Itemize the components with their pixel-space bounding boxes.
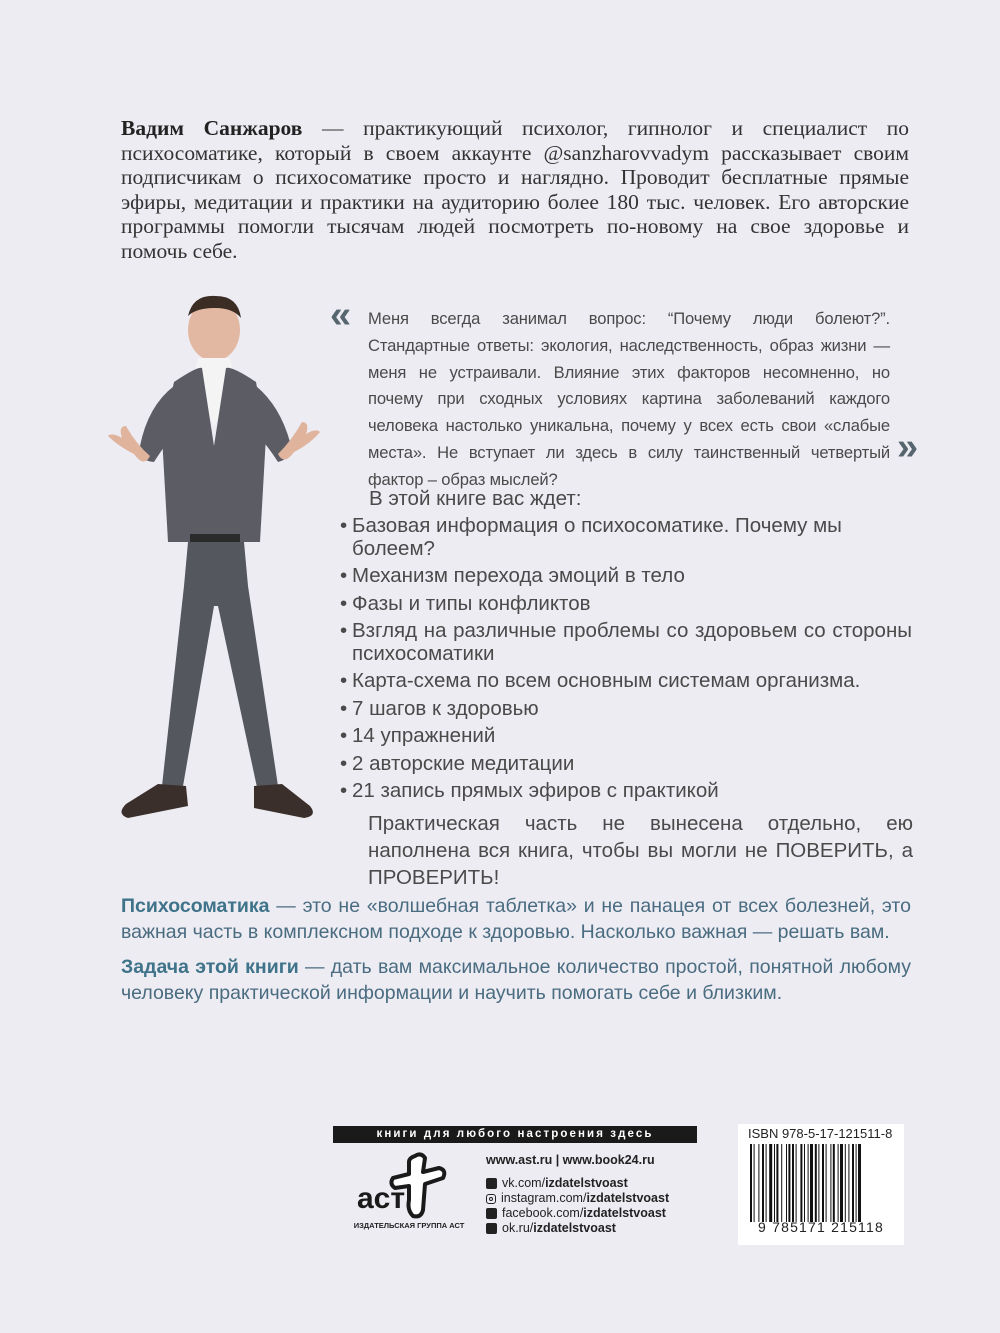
list-item-text: Базовая информация о психосоматике. Почему мы болеем? — [352, 514, 842, 560]
link-handle: izdatelstvoast — [583, 1206, 666, 1220]
publisher-sites[interactable]: www.ast.ru | www.book24.ru — [486, 1153, 655, 1167]
bullet: • — [340, 779, 348, 802]
link-prefix: facebook.com/ — [502, 1206, 584, 1220]
ok-icon — [486, 1223, 497, 1234]
list-item-text: Карта-схема по всем основным системам организма. — [352, 669, 861, 692]
bullet: • — [340, 751, 348, 775]
bullet: • — [340, 696, 348, 720]
contents-list — [340, 515, 912, 803]
list-item — [340, 670, 912, 693]
book-task-text: — дать вам максимальное количество простой, понятной любому человеку практической информации и научить помогать себе и близким. — [121, 956, 911, 1004]
list-item-text: Взгляд на различные проблемы со здоровьем со стороны психосоматики — [352, 619, 912, 665]
author-name: Вадим Санжаров — [121, 116, 303, 140]
list-item-text: 7 шагов к здоровью — [352, 696, 539, 720]
social-link-ok[interactable] — [486, 1221, 669, 1236]
bullet: • — [340, 564, 348, 587]
social-link-vk[interactable] — [486, 1176, 669, 1191]
list-item-text: Механизм перехода эмоций в тело — [352, 564, 685, 587]
quote-open-mark: « — [330, 294, 352, 336]
list-item — [340, 620, 912, 665]
publisher-caption: ИЗДАТЕЛЬСКАЯ ГРУППА АСТ — [353, 1221, 465, 1230]
barcode-icon — [748, 1144, 898, 1224]
facebook-icon — [486, 1208, 497, 1219]
list-item — [340, 565, 912, 588]
vk-icon — [486, 1178, 497, 1189]
isbn-label: ISBN 978-5-17-121511-8 — [748, 1126, 893, 1141]
author-bio — [121, 116, 909, 264]
list-item — [340, 753, 912, 776]
list-item — [340, 593, 912, 616]
bullet: • — [340, 514, 348, 537]
link-prefix: instagram.com/ — [501, 1191, 587, 1205]
list-item — [340, 515, 912, 560]
list-item-text: 2 авторские медитации — [352, 751, 575, 775]
list-item-text: Фазы и типы конфликтов — [352, 591, 591, 615]
bullet: • — [340, 591, 348, 615]
link-prefix: ok.ru/ — [502, 1221, 534, 1235]
book-task-term: Задача этой книги — [121, 956, 299, 978]
list-item-text: 21 запись прямых эфиров с практикой — [352, 779, 719, 802]
psychosomatics-term: Психосоматика — [121, 895, 270, 917]
instagram-icon — [486, 1194, 496, 1204]
publisher-slogan: книги для любого настроения здесь — [333, 1126, 697, 1143]
book-task — [121, 954, 911, 1006]
list-item — [340, 698, 912, 721]
book-contents — [340, 486, 912, 808]
list-item — [340, 725, 912, 748]
bullet: • — [340, 619, 348, 642]
practical-note: Практическая часть не вынесена отдельно, ею наполнена вся книга, чтобы вы могли не ПОВЕРИТЬ, а ПРОВЕРИТЬ! — [368, 812, 913, 889]
quote-close-mark: » — [897, 426, 919, 468]
psychosomatics-text: — это не «волшебная таблетка» и не панацея от всех болезней, это важная часть в комплексном подходе к здоровью. Насколько важная — решать вам. — [121, 895, 911, 943]
social-link-instagram[interactable] — [486, 1191, 669, 1206]
author-bio-text: — практикующий психолог, гипнолог и специалист по психосоматике, который в своем аккаунте @sanzharovvadym рассказывает своим подписчикам о психосоматике просто и наглядно. Проводит бесплатные прямые эфиры, медитации и практики на аудиторию более 180 тыс. человек. Его авторские программы помогли тысячам людей посмотреть по-новому на свое здоровье и помочь себе. — [121, 116, 909, 263]
author-photo — [98, 286, 338, 866]
barcode-digits: 9 785171 215118 — [758, 1219, 884, 1235]
bullet: • — [340, 724, 348, 747]
link-handle: izdatelstvoast — [545, 1176, 628, 1190]
list-item-text: 14 упражнений — [352, 724, 496, 747]
link-handle: izdatelstvoast — [586, 1191, 670, 1205]
author-quote: Меня всегда занимал вопрос: “Почему люди болеют?”. Стандартные ответы: экология, наследственность, образ жизни — меня не устраивали. Влияние этих факторов несомненно, но почему при сходных условиях картина заболеваний каждого человека настолько уникальна, почему у всех есть свои «слабые места». Не вступает ли здесь в силу таинственный четвертый фактор – образ мыслей? — [368, 309, 890, 489]
bullet: • — [340, 669, 348, 692]
social-link-facebook[interactable] — [486, 1206, 669, 1221]
link-handle: izdatelstvoast — [533, 1221, 616, 1235]
publisher-links — [486, 1153, 669, 1236]
link-prefix: vk.com/ — [502, 1176, 546, 1190]
logo-text: аст — [357, 1182, 406, 1215]
contents-heading: В этой книге вас ждет: — [369, 487, 582, 510]
list-item — [340, 780, 912, 803]
psychosomatics-definition — [121, 893, 911, 945]
